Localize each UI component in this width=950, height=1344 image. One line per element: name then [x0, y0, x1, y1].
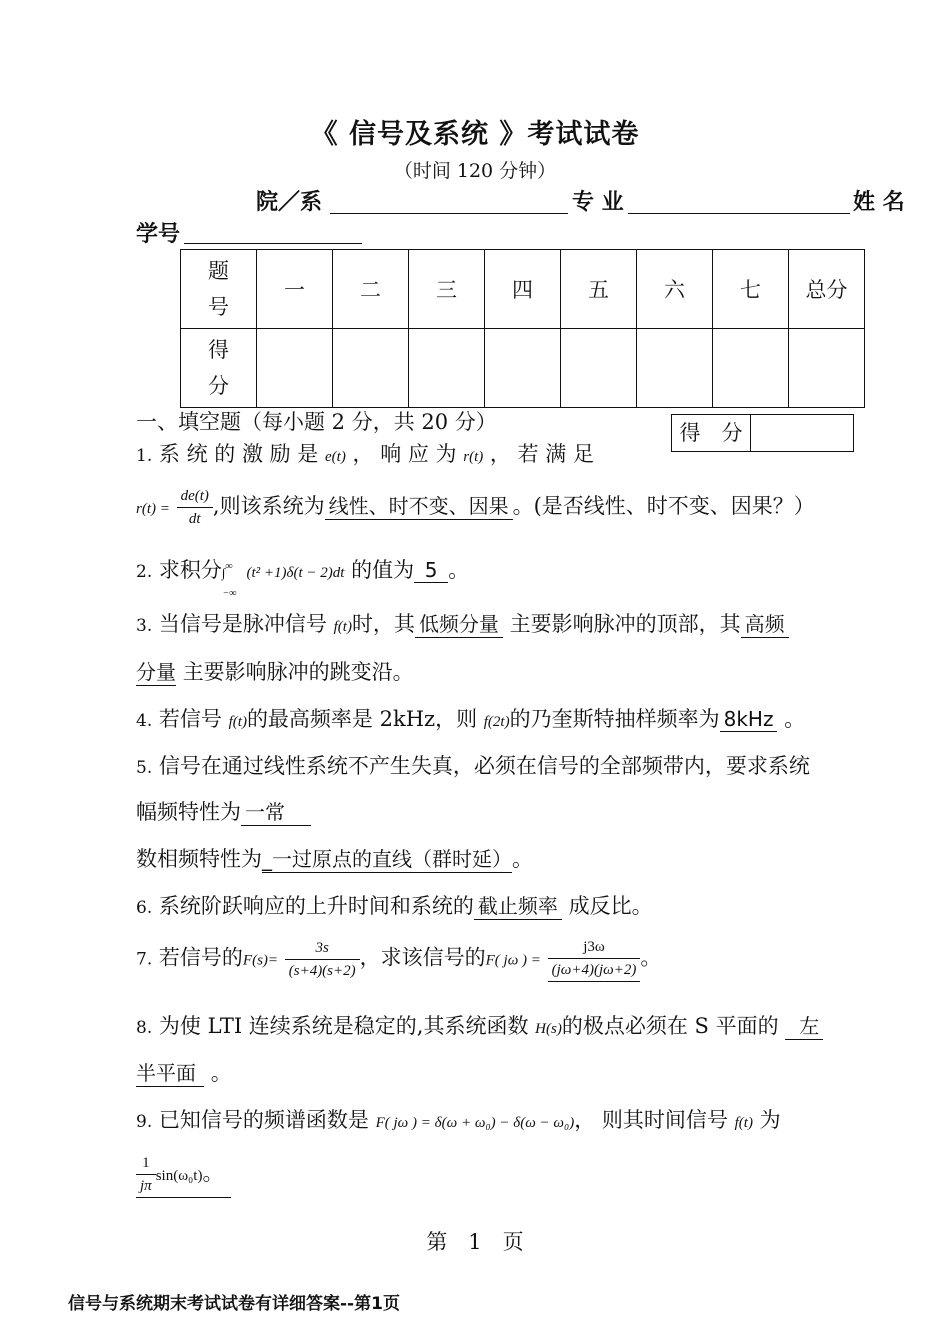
section-score-label: 得 分: [672, 415, 751, 451]
name-label: 姓 名: [853, 190, 905, 215]
score-cell-2: [333, 329, 409, 408]
q3-answer-high-b: 分量: [136, 656, 176, 686]
exam-title: 《 信号及系统 》考试试卷: [310, 119, 640, 150]
q8-answer-b: 半平面: [136, 1057, 204, 1087]
score-table-header-row: [181, 250, 865, 329]
question-1-line-1: 1. 系 统 的 激 励 是 e(t) ， 响 应 为 r(t) ， 若 满 足: [136, 442, 594, 466]
document-source-caption: 信号与系统期末考试试卷有详细答案--第1页: [68, 1294, 400, 1314]
col-4: 四: [485, 250, 561, 329]
question-4: 4. 若信号 f(t)的最高频率是 2kHz，则 f(2t)的乃奎斯特抽样频率为 8kHz 。: [136, 707, 806, 731]
question-1-line-2: r(t) = $\frac{de(t)}{dt}$ ,则该系统为 线性、时不变、因果 。(是否线性、时不变、因果？）: [136, 485, 815, 530]
q4-answer: 8kHz: [720, 707, 778, 732]
col-1: 一: [257, 250, 333, 329]
student-id-label: 学号: [136, 222, 181, 247]
q9-answer-fraction: $\frac{1}{j\pi}$: [136, 1152, 156, 1197]
section-score-blank: [751, 415, 853, 451]
score-label: 得 分: [181, 329, 257, 408]
score-cell-4: [485, 329, 561, 408]
col-5: 五: [561, 250, 637, 329]
score-cell-5: [561, 329, 637, 408]
q9-answer: $\frac{1}{j\pi}$ sin(ω₀t)。: [136, 1152, 231, 1198]
question-3-line-2: 分量 主要影响脉冲的跳变沿。: [136, 656, 414, 686]
question-2: 2. 求积分$\int^\infty_{-\infty}(t^2 +1)\delta(t - 2)dt$ 的值为 5 。: [136, 558, 470, 600]
col-6: 六: [637, 250, 713, 329]
score-table: [180, 249, 865, 408]
score-cell-3: [409, 329, 485, 408]
q7-answer-fraction: $\frac{j3\omega}{(j\omega+4)(j\omega+2)}$: [548, 936, 641, 982]
score-table-score-row: [181, 329, 865, 408]
q5-answer-phase: _一过原点的直线（群时延）: [262, 843, 512, 873]
col-7: 七: [713, 250, 789, 329]
dept-blank: [330, 213, 568, 214]
dept-label: 院／系: [256, 190, 323, 215]
q3-answer-high-a: 高频: [741, 608, 789, 638]
score-cell-total: [789, 329, 865, 408]
col-2: 二: [333, 250, 409, 329]
col-3: 三: [409, 250, 485, 329]
page-number: 第 1 页: [426, 1230, 524, 1254]
question-7: 7. 若信号的F(s)= $\frac{3s}{(s+4)(s+2)}$ ，求该信号的F( jω ) = $\frac{j3\omega}{(j\omega+4)(j\omega+2)}$ 。: [136, 936, 661, 982]
question-8-line-2: 半平面 。: [136, 1057, 232, 1087]
question-6: 6. 系统阶跃响应的上升时间和系统的 截止频率 成反比。: [136, 890, 653, 920]
major-blank: [628, 213, 850, 214]
q1-derivative-fraction: $\frac{de(t)}{dt}$: [177, 485, 213, 530]
section-score-box: [671, 414, 854, 452]
question-5-line-3: 数相频特性为_一过原点的直线（群时延）。: [136, 843, 533, 873]
col-total: 总分: [789, 250, 865, 329]
q5-answer-amplitude: 一常: [241, 796, 311, 826]
question-5-line-2: 幅频特性为 一常: [136, 796, 311, 826]
exam-duration: （时间 120 分钟）: [393, 160, 557, 182]
q8-answer-a: 左: [785, 1010, 823, 1040]
q7-laplace-fraction: $\frac{3s}{(s+4)(s+2)}$: [285, 937, 360, 982]
q3-answer-low: 低频分量: [415, 608, 503, 638]
q1-answer: 线性、时不变、因果: [325, 490, 513, 520]
section-heading: 一、填空题（每小题 2 分，共 20 分）: [136, 410, 497, 434]
q2-answer: 5: [414, 558, 448, 583]
q6-answer: 截止频率: [474, 890, 562, 920]
question-3-line-1: 3. 当信号是脉冲信号 f(t)时，其 低频分量 主要影响脉冲的顶部，其 高频: [136, 608, 789, 638]
score-cell-6: [637, 329, 713, 408]
question-8-line-1: 8. 为使 LTI 连续系统是稳定的,其系统函数 H(s)的极点必须在 S 平面的 左: [136, 1010, 823, 1040]
major-label: 专 业: [572, 190, 624, 215]
score-cell-7: [713, 329, 789, 408]
question-number-label: 题 号: [181, 250, 257, 329]
student-id-blank: [184, 243, 362, 244]
score-cell-1: [257, 329, 333, 408]
question-5-line-1: 5. 信号在通过线性系统不产生失真，必须在信号的全部频带内，要求系统: [136, 754, 810, 778]
question-9: 9. 已知信号的频谱函数是 F( jω ) = δ(ω + ω₀) − δ(ω − ω₀)， 则其时间信号 f(t) 为: [136, 1108, 781, 1132]
